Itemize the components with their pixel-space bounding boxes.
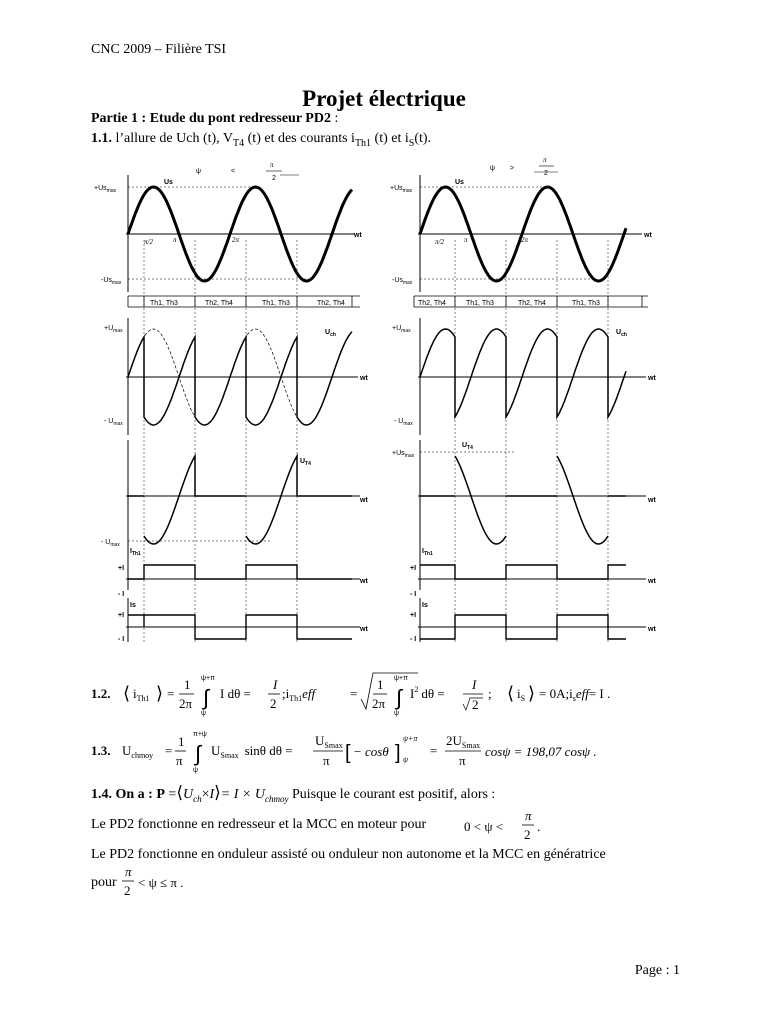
u-max-neg-label: - $U_{max}$ xyxy=(394,418,413,427)
q14-uch: $U_{ch}$ xyxy=(182,787,202,804)
conduction-label-1: Th1, Th3 xyxy=(150,300,178,307)
condition-frac-num: π xyxy=(543,156,547,164)
q11-sub-t4: T4 xyxy=(233,137,245,149)
pour-frac-num: π xyxy=(125,864,132,879)
rectifier-cond: 0 < ψ < xyxy=(464,819,504,834)
page-title: Projet électrique xyxy=(302,86,466,111)
formula-1-3 xyxy=(85,724,645,780)
line-rectifier xyxy=(91,817,426,833)
is-wt-label: wt xyxy=(360,626,368,633)
condition-psi: ψ xyxy=(196,168,201,175)
q11-text-d: (t). xyxy=(414,131,432,146)
ut4-wave xyxy=(420,456,626,544)
q11-sub-th1: Th1 xyxy=(354,137,372,149)
tick-pi2-label: π/2 xyxy=(435,238,444,246)
q12-int2-upper: ψ+π xyxy=(394,675,408,682)
q13-frac3-den: π xyxy=(459,753,466,768)
q11-text-a: l’allure de Uch (t), V xyxy=(112,131,234,146)
rectifier-frac-den: 2 xyxy=(524,827,531,842)
q12-int-upper: ψ+π xyxy=(201,675,215,682)
q14-p: P xyxy=(156,787,165,802)
q13-frac2-num: $U_{Smax}$ xyxy=(315,733,343,750)
is-neg-label: - I xyxy=(410,636,417,643)
waveform-diagram-left xyxy=(0,150,384,650)
q13-int-upper: π+ψ xyxy=(193,731,207,738)
us-label: Us xyxy=(455,179,464,186)
is-neg-label: - I xyxy=(118,636,125,643)
ith1-neg-label: - I xyxy=(410,591,417,598)
conduction-label-3: Th2, Th4 xyxy=(518,300,546,307)
q13-int-lower: ψ xyxy=(193,767,198,774)
q14-eq2: = $I \times U_{chmoy}$ xyxy=(220,787,289,804)
conduction-label-3: Th1, Th3 xyxy=(262,300,290,307)
q13-frac2-den: π xyxy=(323,753,330,768)
q14-eq: = xyxy=(164,787,177,802)
q13-eq: = xyxy=(165,743,173,758)
pour-text: pour xyxy=(91,875,117,890)
q12-langle2: ⟨ xyxy=(507,683,515,703)
pour-cond: < ψ ≤ π . xyxy=(138,875,184,890)
q13-result: cosψ = 198,07 cosψ . xyxy=(485,744,597,759)
is-label: Is xyxy=(130,602,136,609)
us-max-pos-label: $+Us_{max}$ xyxy=(390,185,413,194)
q12-ieff-a: $;i_{Th1}eff$ xyxy=(282,686,316,703)
q14-langle: ⟨ xyxy=(176,783,183,802)
formula-1-2 xyxy=(85,665,645,725)
q12-langle: ⟨ xyxy=(123,683,131,703)
condition-frac-num: π xyxy=(270,161,274,169)
q13-bracket-close: ] xyxy=(395,742,401,764)
q12-fracI-den: 2 xyxy=(270,696,277,711)
q13-bracket-content: − cosθ xyxy=(353,744,389,759)
ut4-max-pos-label: $+Us_{max}$ xyxy=(392,450,415,459)
q13-frac3-num: $2U_{Smax}$ xyxy=(446,733,481,750)
q12-is: $i_S$ xyxy=(517,686,526,703)
tick-pi-label: π xyxy=(173,236,177,244)
us-label: Us xyxy=(164,179,173,186)
q12-is-val: = $0A;i_seff= I$ . xyxy=(539,686,611,703)
q14-on-a: On a : xyxy=(112,787,157,802)
ith1-wt-label: wt xyxy=(648,578,656,585)
ith1-neg-label: - I xyxy=(118,591,125,598)
rectifier-frac-num: π xyxy=(525,808,532,823)
tick-pi-label: π xyxy=(464,236,468,244)
q12-semi: ; xyxy=(488,686,492,701)
is-wt-label: wt xyxy=(648,626,656,633)
q12-int2-lower: ψ xyxy=(394,710,399,717)
line-inverter: Le PD2 fonctionne en onduleur assisté ou onduleur non autonome et la MCC en génératrice xyxy=(91,847,606,862)
conduction-label-1: Th2, Th4 xyxy=(418,300,446,307)
q12-frac1-num: 1 xyxy=(184,677,191,692)
tick-2pi-label: 2π xyxy=(232,236,240,244)
condition-frac-den: 2 xyxy=(272,175,276,182)
ut4-wave xyxy=(128,456,352,544)
q11-text-b: (t) et des courants i xyxy=(244,131,355,146)
q12-eq2: = xyxy=(350,686,358,701)
uch-wt-label: wt xyxy=(360,375,368,382)
rectifier-condition xyxy=(462,805,552,845)
ith1-label: $I_{Th1}$ xyxy=(130,548,141,557)
ith1-pos-label: +I xyxy=(118,565,125,572)
q12-frac3-num: I xyxy=(472,677,477,692)
us-max-pos-label: $+Us_{max}$ xyxy=(94,185,117,194)
condition-op: < xyxy=(231,168,236,175)
ut4-max-neg-label: - $U_{max}$ xyxy=(101,539,120,548)
rectifier-text: Le PD2 fonctionne en redresseur et la MCC en moteur pour xyxy=(91,817,427,832)
us-max-neg-label: $-Us_{max}$ xyxy=(101,277,122,286)
conduction-label-4: Th2, Th4 xyxy=(317,300,345,307)
is-label: Is xyxy=(422,602,428,609)
q12-integrand2: $I^2$ dθ = xyxy=(410,685,445,701)
tick-pi2-label: π/2 xyxy=(144,238,153,246)
q12-frac1-den: 2π xyxy=(179,696,193,711)
conduction-label-2: Th2, Th4 xyxy=(205,300,233,307)
question-1-1 xyxy=(91,131,431,149)
uch-label: $U_{ch}$ xyxy=(616,329,627,338)
conduction-label-4: Th1, Th3 xyxy=(572,300,600,307)
condition-psi: ψ xyxy=(490,165,495,172)
q14-rest: Puisque le courant est positif, alors : xyxy=(288,787,496,802)
q12-eq: = xyxy=(167,686,175,701)
pour-frac-den: 2 xyxy=(124,883,131,898)
u-max-pos-label: $+U_{max}$ xyxy=(104,325,123,334)
q12-integral: ∫ xyxy=(203,685,210,710)
is-pos-label: +I xyxy=(410,612,417,619)
conduction-label-2: Th1, Th3 xyxy=(466,300,494,307)
pour-condition xyxy=(118,858,238,902)
ith1-pos-label: +I xyxy=(410,565,417,572)
u-max-neg-label: - $U_{max}$ xyxy=(104,418,123,427)
is-pos-label: +I xyxy=(118,612,125,619)
ith1-wave xyxy=(128,565,352,579)
q13-bracket-open: [ xyxy=(345,742,351,764)
uch-wave xyxy=(128,332,352,425)
q14-number: 1.4. xyxy=(91,787,112,802)
ith1-wave xyxy=(420,565,626,579)
ut4-label: $U_{T4}$ xyxy=(300,458,311,467)
q13-frac-den: π xyxy=(176,753,183,768)
rectifier-end: . xyxy=(537,819,541,834)
question-1-4 xyxy=(91,783,495,804)
q12-fracI-num: I xyxy=(273,677,278,692)
u-max-pos-label: $+U_{max}$ xyxy=(392,325,411,334)
q12-rangle: ⟩ xyxy=(156,683,164,703)
q13-frac-num: 1 xyxy=(178,734,185,749)
condition-frac-den: 2 xyxy=(544,170,548,177)
q12-integrand: I dθ = xyxy=(220,686,251,701)
q11-text-c: (t) et i xyxy=(371,131,409,146)
uch-wt-label: wt xyxy=(648,375,656,382)
us-wt-label: wt xyxy=(354,232,362,239)
page-number: Page : 1 xyxy=(634,963,680,978)
q12-frac2-num: 1 xyxy=(377,677,384,692)
q14-rangle: ⟩ xyxy=(214,783,221,802)
ith1-wt-label: wt xyxy=(360,578,368,585)
q12-frac2-den: 2π xyxy=(372,696,386,711)
ut4-wt-label: wt xyxy=(648,497,656,504)
q14-i: I xyxy=(209,787,215,802)
q13-number: 1.3. xyxy=(91,743,111,758)
waveform-diagram-right xyxy=(384,150,768,650)
q13-integral: ∫ xyxy=(195,741,202,766)
q12-number: 1.2. xyxy=(91,686,111,701)
tick-2pi-label: 2π xyxy=(521,236,529,244)
uch-wave xyxy=(420,329,626,417)
q12-sqrt2-val: 2 xyxy=(472,697,479,712)
q13-integrand: $U_{Smax}$ sinθ dθ = xyxy=(211,743,293,760)
q12-rangle2: ⟩ xyxy=(528,683,536,703)
q13-bracket-upper: ψ+π xyxy=(403,734,418,743)
us-max-neg-label: $-Us_{max}$ xyxy=(392,277,413,286)
ut4-wt-label: wt xyxy=(360,497,368,504)
part1-heading xyxy=(91,111,338,127)
q11-sub-s: S xyxy=(408,137,415,149)
line-pour xyxy=(91,875,117,891)
q12-ith1: $i_{Th1}$ xyxy=(133,686,150,703)
uch-label: $U_{ch}$ xyxy=(325,329,336,338)
ith1-label: $I_{Th1}$ xyxy=(422,548,433,557)
us-wt-label: wt xyxy=(644,232,652,239)
q12-int-lower: ψ xyxy=(201,710,206,717)
part1-label: Partie 1 : Etude du pont redresseur PD2 xyxy=(91,111,331,126)
ut4-label: $U_{T4}$ xyxy=(462,442,473,451)
q13-eq2: = xyxy=(430,743,438,758)
document-header: CNC 2009 – Filière TSI xyxy=(91,42,227,57)
q13-uchmoy: $U_{chmoy}$ xyxy=(122,743,154,760)
q12-integral2: ∫ xyxy=(396,685,403,710)
q11-number: 1.1. xyxy=(91,131,112,146)
part1-suffix: : xyxy=(330,111,339,126)
q14-times: × xyxy=(201,787,210,802)
condition-op: > xyxy=(510,165,515,172)
q13-bracket-lower: ψ xyxy=(403,755,408,764)
